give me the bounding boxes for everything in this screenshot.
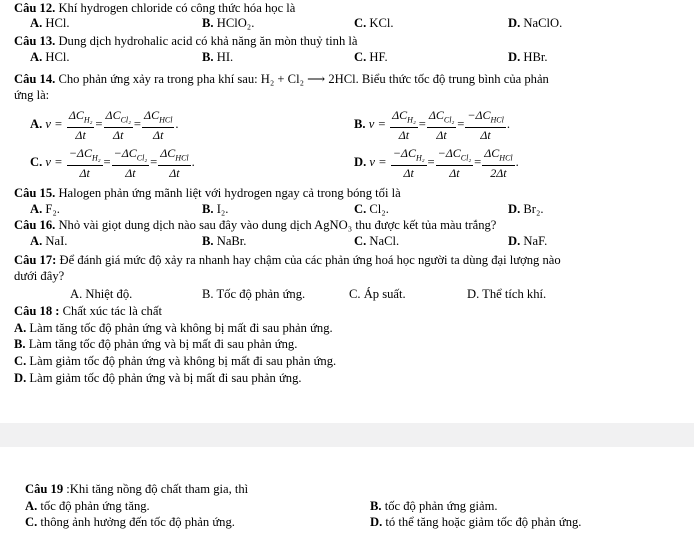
q17-stem: Câu 17: Để đánh giá mức độ xảy ra nhanh hay chậm của các phản ứng hoá học người ta dùng đại lượng nào <box>14 253 561 267</box>
q13-option-c: C. HF. <box>354 50 388 64</box>
q19-stem: Câu 19 :Khi tăng nồng độ chất tham gia, thì <box>25 482 249 496</box>
q17-option-a: A. Nhiệt độ. <box>70 287 133 301</box>
q17-option-d: D. Thể tích khí. <box>467 287 547 301</box>
q17-option-c: C. Áp suất. <box>349 287 406 301</box>
q17-option-b: B. Tốc độ phản ứng. <box>202 287 306 301</box>
q14-stem-cont: ứng là: <box>14 88 50 102</box>
q17-stem-cont: dưới đây? <box>14 269 65 283</box>
q13-option-b: B. HI. <box>202 50 234 64</box>
q12-option-b: B. HClO₂. <box>202 16 255 30</box>
q14-option-d: D. v = $\frac{-\Delta C_{H_2}}{\Delta t}$ = $\frac{-\Delta C_{Cl_2}}{\Delta t}$ = $\frac{\Delta C_{HCl}}{2\Delta t}$ . <box>354 146 519 181</box>
q18-option-c: C. Làm giảm tốc độ phản ứng và không bị mất đi sau phản ứng. <box>14 354 337 368</box>
q14-stem: Câu 14. Cho phản ứng xảy ra trong pha khí sau: H₂ + Cl₂ ⟶ 2HCl. Biểu thức tốc độ trung bình của phản <box>14 72 549 86</box>
q16-option-c: C. NaCl. <box>354 234 400 248</box>
q15-option-b: B. I₂. <box>202 202 229 216</box>
q16-option-b: B. NaBr. <box>202 234 247 248</box>
q12-stem: Câu 12. Khí hydrogen chloride có công thức hóa học là <box>14 1 296 15</box>
q16-option-d: D. NaF. <box>508 234 548 248</box>
q19-option-a: A. tốc độ phản ứng tăng. <box>25 499 150 513</box>
q15-option-d: D. Br₂. <box>508 202 544 216</box>
q13-stem: Câu 13. Dung dịch hydrohalic acid có khả năng ăn mòn thuỷ tinh là <box>14 34 358 48</box>
q14-option-b: B. v = $\frac{\Delta C_{H_2}}{\Delta t}$ = $\frac{\Delta C_{Cl_2}}{\Delta t}$ = $\frac{-\Delta C_{HCl}}{\Delta t}$ . <box>354 108 510 143</box>
q18-option-a: A. Làm tăng tốc độ phản ứng và không bị mất đi sau phản ứng. <box>14 321 333 335</box>
q19-option-c: C. thông ảnh hưởng đến tốc độ phản ứng. <box>25 515 235 529</box>
q12-option-a: A. HCl. <box>30 16 70 30</box>
q18-option-b: B. Làm tăng tốc độ phản ứng và bị mất đi sau phản ứng. <box>14 337 298 351</box>
q13-option-a: A. HCl. <box>30 50 70 64</box>
q13-option-d: D. HBr. <box>508 50 548 64</box>
q14-option-a: A. v = $\frac{\Delta C_{H_2}}{\Delta t}$ = $\frac{\Delta C_{Cl_2}}{\Delta t}$ = $\frac{\Delta C_{HCl}}{\Delta t}$ . <box>30 108 179 143</box>
page-break-band <box>0 423 694 447</box>
q14-option-c: C. v = $\frac{-\Delta C_{H_2}}{\Delta t}$ = $\frac{-\Delta C_{Cl_2}}{\Delta t}$ = $\frac{\Delta C_{HCl}}{\Delta t}$ . <box>30 146 195 181</box>
q15-option-c: C. Cl₂. <box>354 202 389 216</box>
q12-option-c: C. KCl. <box>354 16 394 30</box>
q18-option-d: D. Làm giảm tốc độ phản ứng và bị mất đi sau phản ứng. <box>14 371 302 385</box>
q16-stem: Câu 16. Nhỏ vài giọt dung dịch nào sau đây vào dung dịch AgNO₃ thu được kết tủa màu trắng? <box>14 218 497 232</box>
q15-stem: Câu 15. Halogen phản ứng mãnh liệt với hydrogen ngay cả trong bóng tối là <box>14 186 401 200</box>
q16-option-a: A. NaI. <box>30 234 68 248</box>
q19-option-b: B. tốc độ phản ứng giảm. <box>370 499 498 513</box>
q12-option-d: D. NaClO. <box>508 16 563 30</box>
q18-stem: Câu 18 : Chất xúc tác là chất <box>14 304 162 318</box>
q19-option-d: D. tó thể tăng hoặc giảm tốc độ phản ứng. <box>370 515 582 529</box>
q15-option-a: A. F₂. <box>30 202 60 216</box>
